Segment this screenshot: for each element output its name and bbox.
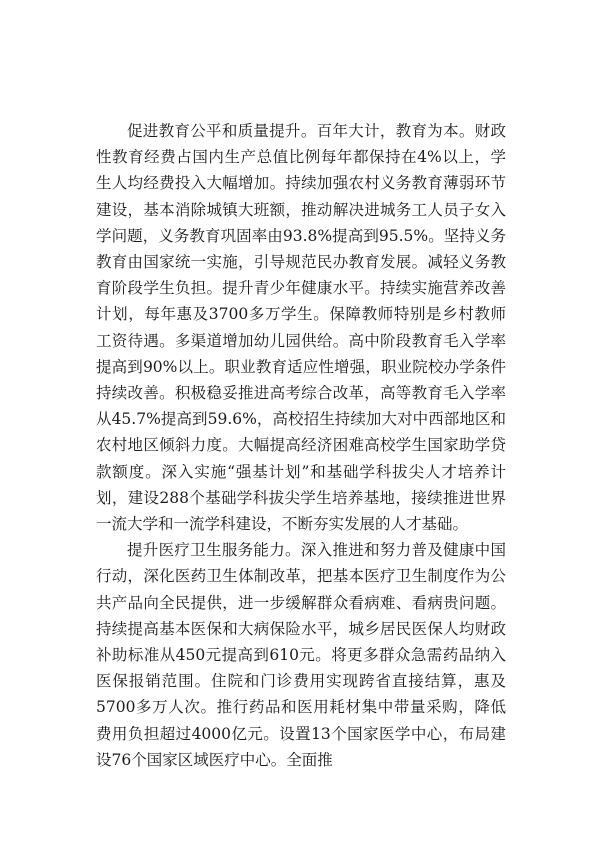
paragraph-education: 促进教育公平和质量提升。百年大计，教育为本。财政性教育经费占国内生产总值比例每年都保持在4%以上，学生人均经费投入大幅增加。持续加强农村义务教育薄弱环节建设，基本消除城镇大班额，推动解决进城务工人员子女入学问题，义务教育巩固率由93.8%提高到95.5%。坚持义务教育由国家统一实施，引导规范民办教育发展。减轻义务教育阶段学生负担。提升青少年健康水平。持续实施营养改善计划，每年惠及3700多万学生。保障教师特别是乡村教师工资待遇。多渠道增加幼儿园供给。高中阶段教育毛入学率提高到90%以上。职业教育适应性增强，职业院校办学条件持续改善。积极稳妥推进高考综合改革，高等教育毛入学率从45.7%提高到59.6%，高校招生持续加大对中西部地区和农村地区倾斜力度。大幅提高经济困难高校学生国家助学贷款额度。深入实施“强基计划”和基础学科拔尖人才培养计划，建设288个基础学科拔尖学生培养基地，接续推进世界一流大学和一流学科建设，不断夯实发展的人才基础。 — [96, 122, 506, 534]
body-text — [96, 118, 506, 773]
paragraph-healthcare: 提升医疗卫生服务能力。深入推进和努力普及健康中国行动，深化医药卫生体制改革，把基本医疗卫生制度作为公共产品向全民提供，进一步缓解群众看病难、看病贵问题。持续提高基本医保和大病保险水平，城乡居民医保人均财政补助标准从450元提高到610元。将更多群众急需药品纳入医保报销范围。住院和门诊费用实现跨省直接结算，惠及5700多万人次。推行药品和医用耗材集中带量采购，降低费用负担超过4000亿元。设置13个国家医学中心，布局建设76个国家区域医疗中心。全面推 — [96, 541, 506, 769]
